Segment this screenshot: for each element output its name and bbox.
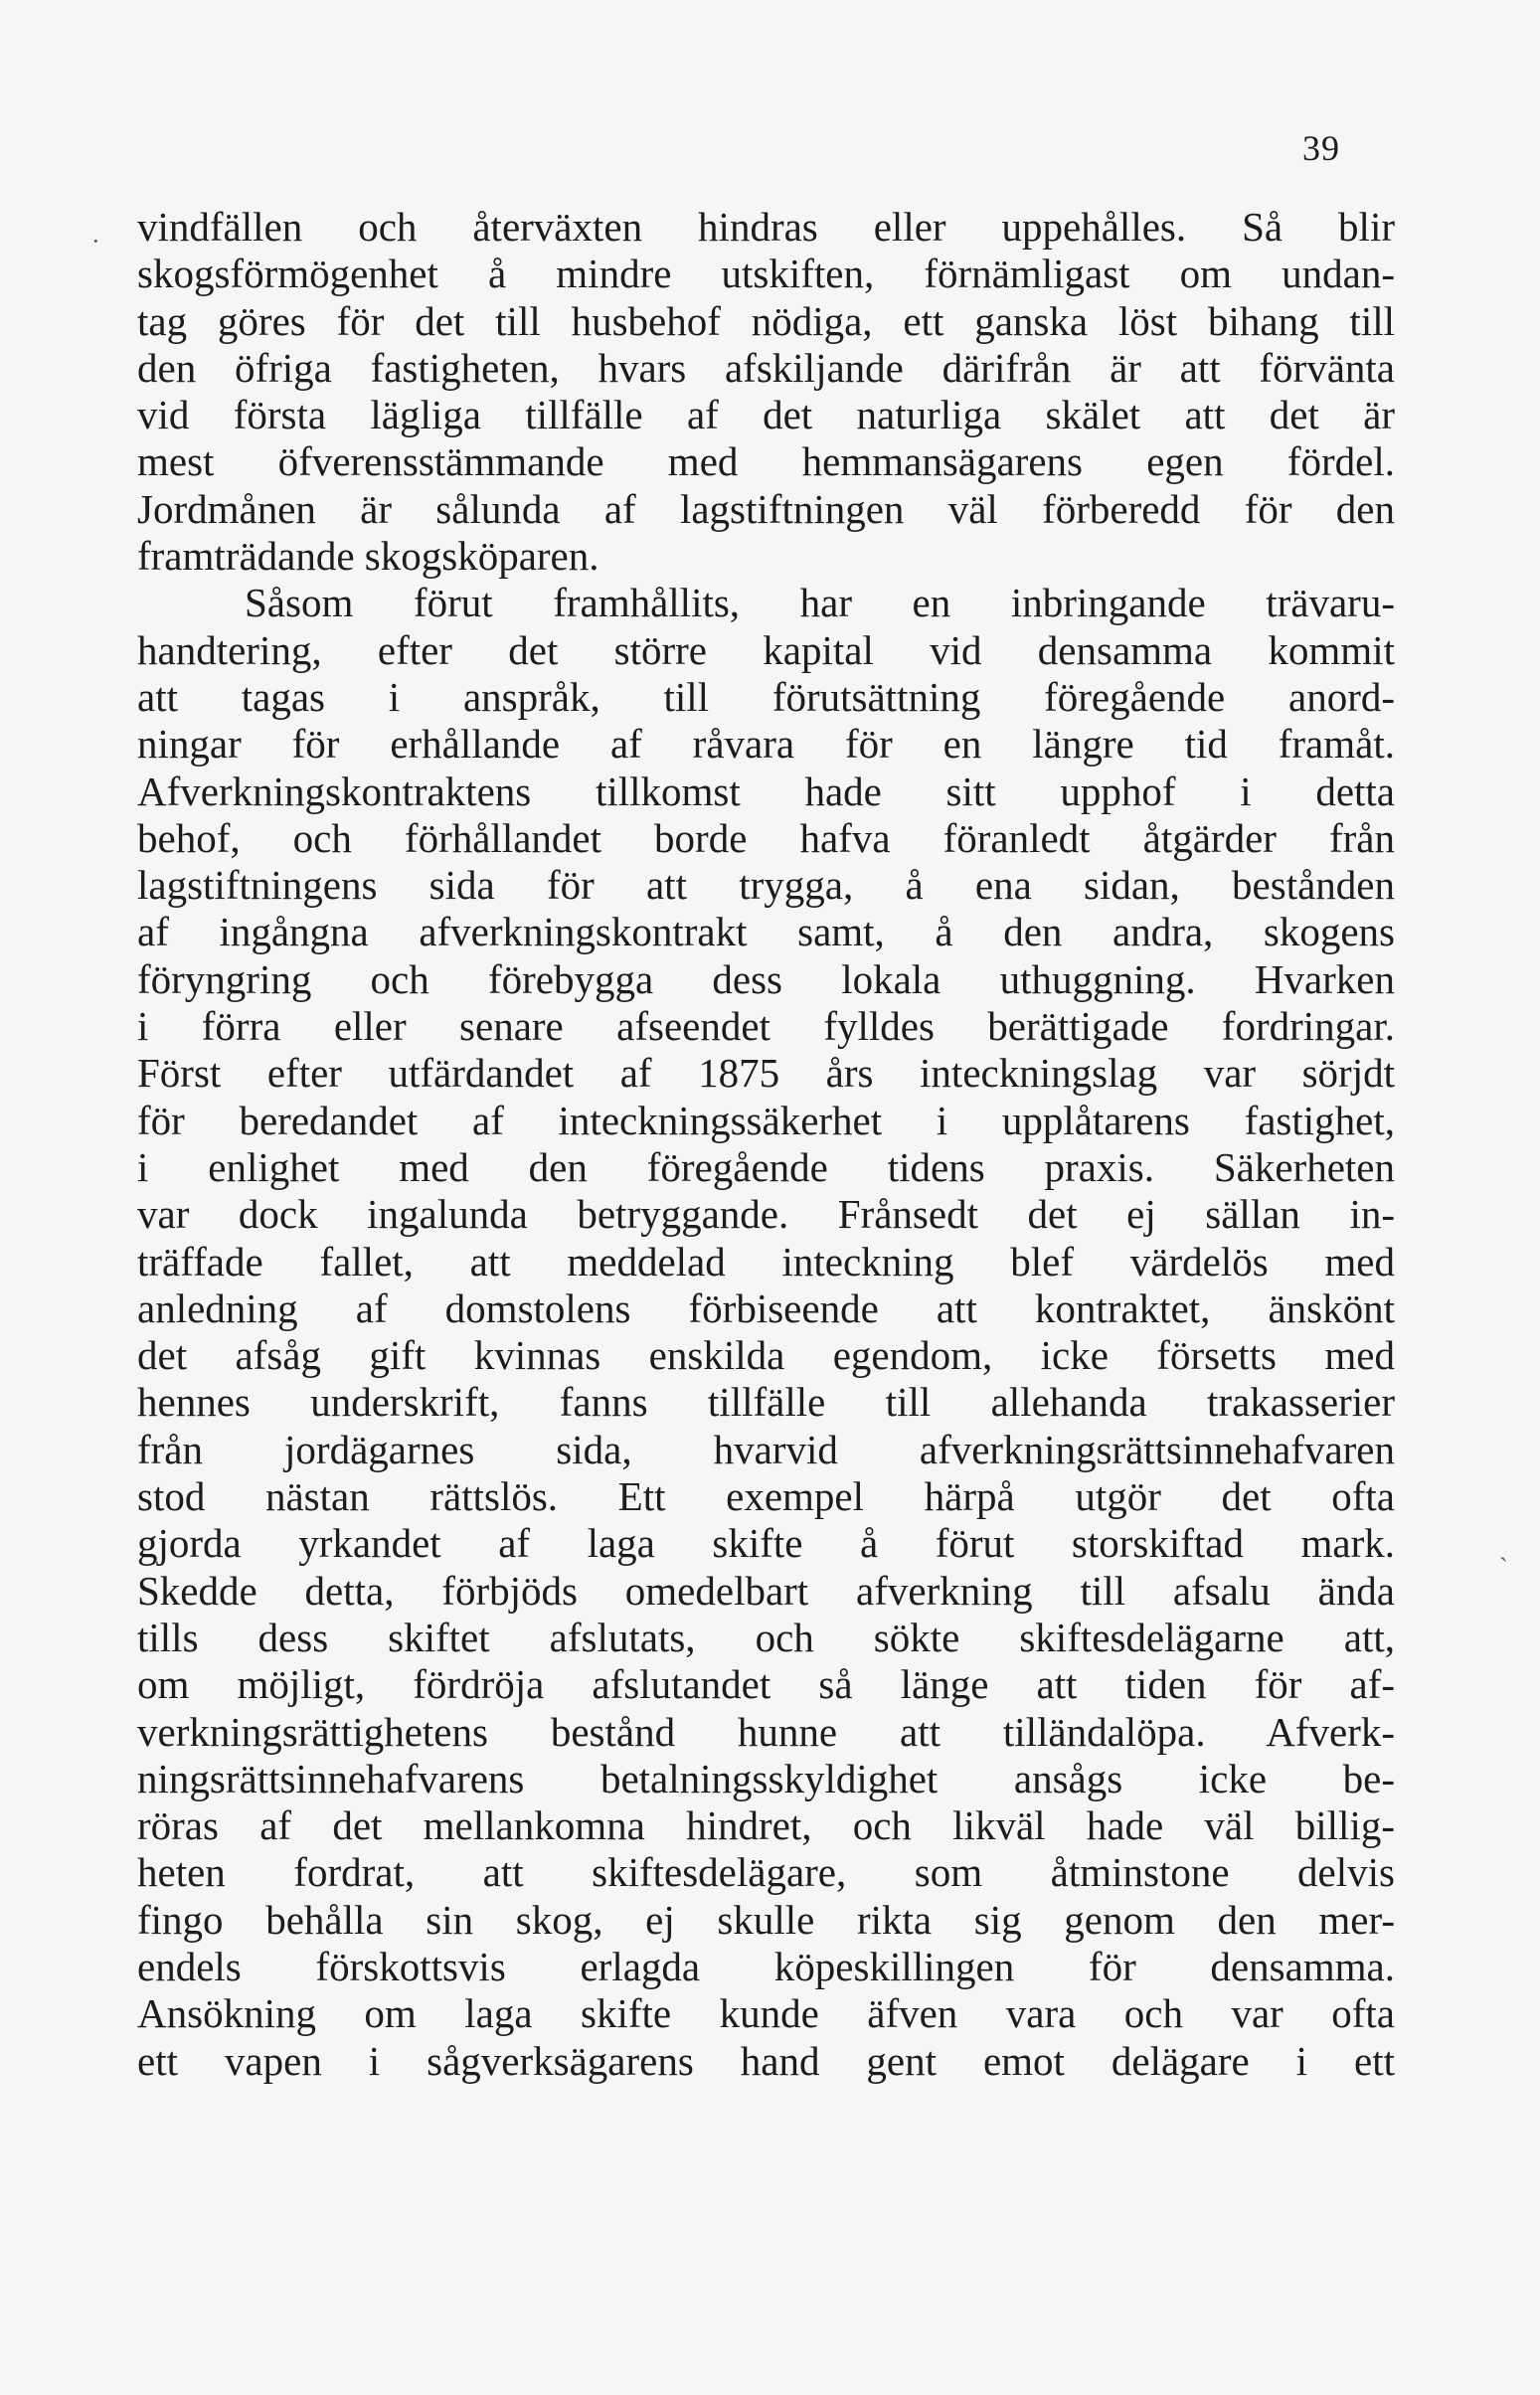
- text-line: tag göres för det till husbehof nödiga, ett ganska löst bihang till: [137, 297, 1395, 344]
- text-line: gjorda yrkandet af laga skifte å förut storskiftad mark.: [137, 1520, 1395, 1567]
- margin-mark-right: ˋ: [1499, 1553, 1508, 1582]
- text-line: att tagas i anspråk, till förutsättning föregående anord-: [137, 673, 1395, 720]
- text-line: Såsom förut framhållits, har en inbringande trävaru-: [245, 580, 1395, 626]
- text-line: om möjligt, fördröja afslutandet så länge att tiden för af-: [137, 1661, 1395, 1708]
- page-number: 39: [1302, 128, 1340, 168]
- text-line: verkningsrättighetens bestånd hunne att tilländalöpa. Afverk-: [137, 1708, 1395, 1755]
- text-line: fingo behålla sin skog, ej skulle rikta sig genom den mer-: [137, 1896, 1395, 1943]
- text-line: vindfällen och återväxten hindras eller uppehålles. Så blir: [137, 204, 1395, 250]
- body-text: [137, 204, 1395, 2085]
- text-line: ett vapen i sågverksägarens hand gent emot delägare i ett: [137, 2037, 1395, 2084]
- text-line: träffade fallet, att meddelad inteckning blef värdelös med: [137, 1238, 1395, 1284]
- text-line: mest öfverensstämmande med hemmansägarens egen fördel.: [137, 438, 1395, 485]
- text-line: från jordägarnes sida, hvarvid afverkningsrättsinnehafvaren: [137, 1426, 1395, 1472]
- text-line: af ingångna afverkningskontrakt samt, å den andra, skogens: [137, 909, 1395, 955]
- text-line: Först efter utfärdandet af 1875 års inteckningslag var sörjdt: [137, 1050, 1395, 1097]
- text-line: det afsåg gift kvinnas enskilda egendom, icke försetts med: [137, 1332, 1395, 1379]
- text-line: var dock ingalunda betryggande. Frånsedt det ej sällan in-: [137, 1191, 1395, 1238]
- text-line: ningsrättsinnehafvarens betalningsskyldighet ansågs icke be-: [137, 1755, 1395, 1801]
- text-line: Skedde detta, förbjöds omedelbart afverkning till afsalu ända: [137, 1567, 1395, 1614]
- text-line: Jordmånen är sålunda af lagstiftningen väl förberedd för den: [137, 485, 1395, 532]
- text-line: handtering, efter det större kapital vid densamma kommit: [137, 626, 1395, 673]
- text-line: i förra eller senare afseendet fylldes berättigade fordringar.: [137, 1003, 1395, 1050]
- text-line: tills dess skiftet afslutats, och sökte skiftesdelägarne att,: [137, 1614, 1395, 1660]
- text-line: vid första lägliga tillfälle af det naturliga skälet att det är: [137, 392, 1395, 438]
- text-line: anledning af domstolens förbiseende att kontraktet, änskönt: [137, 1284, 1395, 1331]
- text-line: i enlighet med den föregående tidens praxis. Säkerheten: [137, 1143, 1395, 1190]
- text-line: föryngring och förebygga dess lokala uthuggning. Hvarken: [137, 955, 1395, 1002]
- text-line: hennes underskrift, fanns tillfälle till allehanda trakasserier: [137, 1379, 1395, 1426]
- text-line: Ansökning om laga skifte kunde äfven vara och var ofta: [137, 1990, 1395, 2037]
- text-line: lagstiftningens sida för att trygga, å ena sidan, bestånden: [137, 862, 1395, 909]
- text-line: skogsförmögenhet å mindre utskiften, förnämligast om undan-: [137, 251, 1395, 297]
- text-line: behof, och förhållandet borde hafva föranledt åtgärder från: [137, 814, 1395, 861]
- margin-mark-left: ·: [91, 227, 100, 256]
- text-line: den öfriga fastigheten, hvars afskiljande därifrån är att förvänta: [137, 344, 1395, 391]
- text-line: heten fordrat, att skiftesdelägare, som åtminstone delvis: [137, 1849, 1395, 1896]
- text-line: framträdande skogsköparen.: [137, 533, 599, 580]
- text-line: röras af det mellankomna hindret, och likväl hade väl billig-: [137, 1802, 1395, 1849]
- text-line: för beredandet af inteckningssäkerhet i upplåtarens fastighet,: [137, 1097, 1395, 1143]
- text-line: ningar för erhållande af råvara för en längre tid framåt.: [137, 721, 1395, 768]
- text-line: endels förskottsvis erlagda köpeskillingen för densamma.: [137, 1943, 1395, 1989]
- text-line: stod nästan rättslös. Ett exempel härpå utgör det ofta: [137, 1473, 1395, 1520]
- text-line: Afverkningskontraktens tillkomst hade sitt upphof i detta: [137, 768, 1395, 814]
